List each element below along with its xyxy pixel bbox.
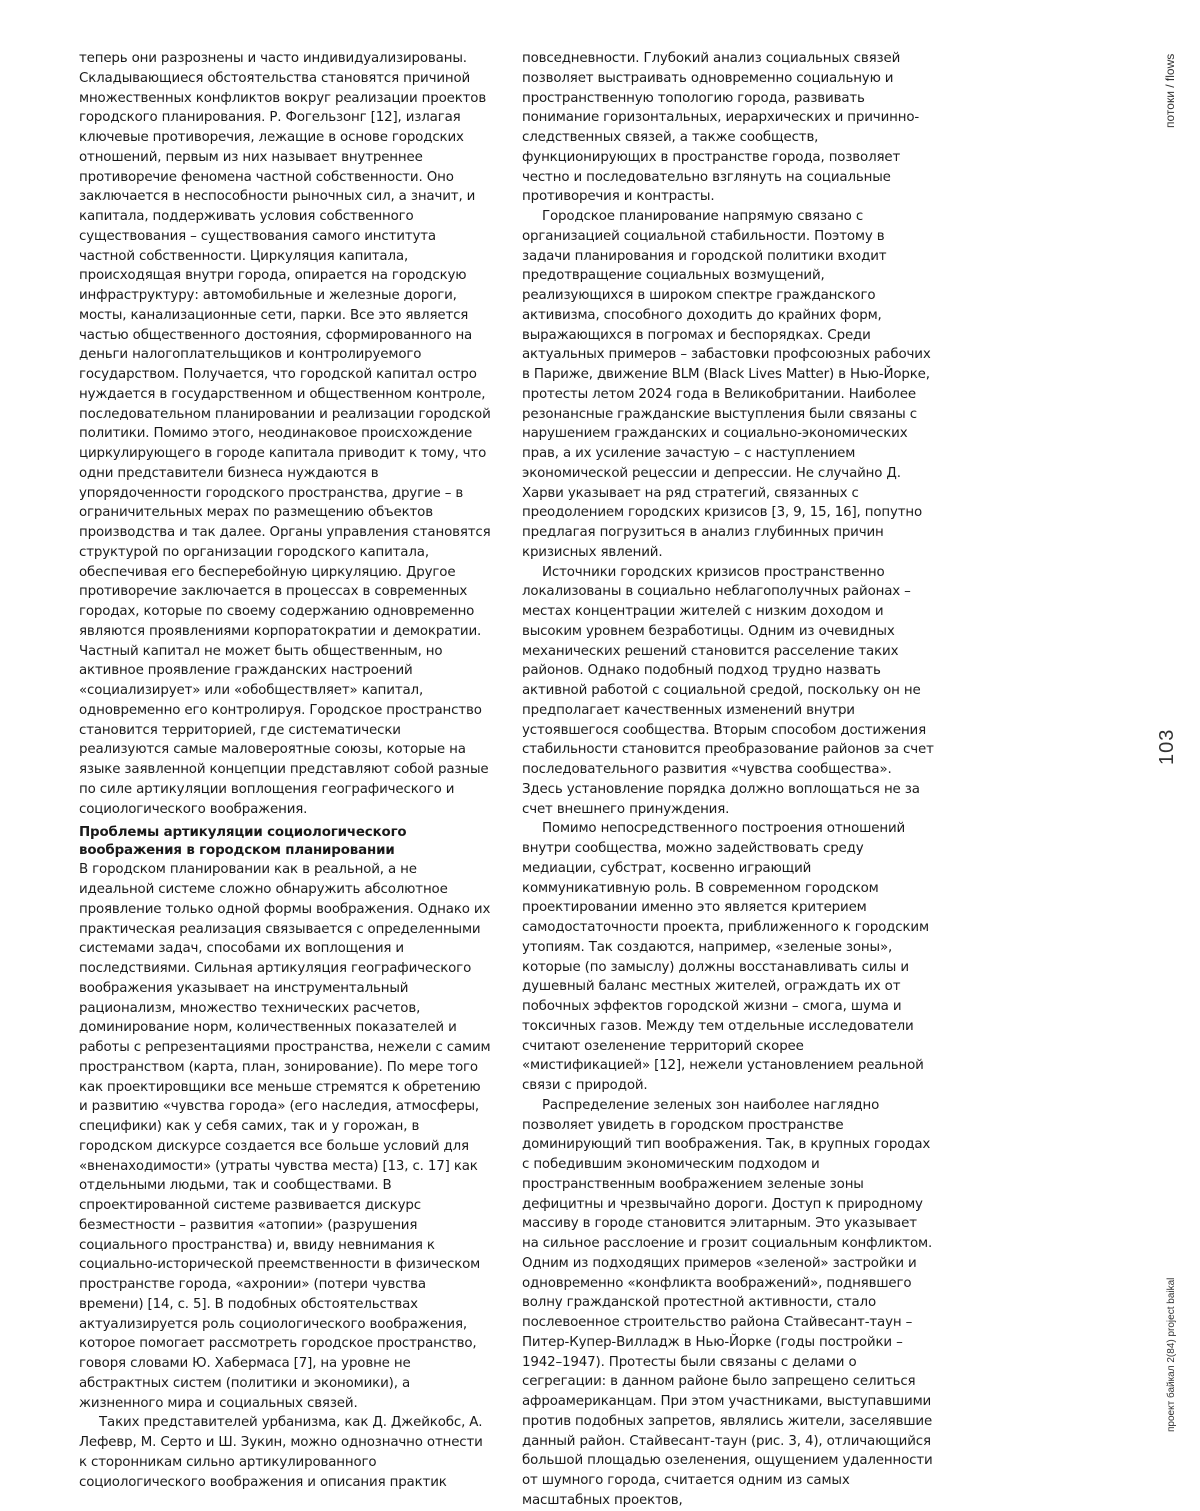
right-column [522,49,934,1511]
left-column [79,49,491,1492]
paragraph: повседневности. Глубокий анализ социальных связей позволяет выстраивать одновременно социальную и пространственную топологию города, развивать понимание горизонтальных, иерархических и причинно-следственных связей, а также сообществ, функционирующих в пространстве города, позволяет честно и последовательно взглянуть на социальные противоречия и контрасты. [522,51,920,205]
paragraph: В городском планировании как в реальной, а не идеальной системе сложно обнаружить абсолютное проявление только одной формы воображения. Однако их практическая реализация связывается с определенными системами задач, способами их воплощения и последствиями. Сильная артикуляция географического воображения указывает на инструментальный рационализм, множество технических расчетов, доминирование норм, количественных показателей и работы с репрезентациями пространства, нежели с самим пространством (карта, план, зонирование). По мере того как проектировщики все меньше стремятся к обретению и развитию «чувства города» (его наследия, атмосферы, специфики) как у себя самих, так и у горожан, в городском дискурсе создается все больше условий для «вненаходимости» (утраты чувства места) [13, с. 17] как отдельными людьми, так и сообществами. В спроектированной системе развивается дискурс безместности – развития «атопии» (разрушения социального пространства) и, ввиду невнимания к социально-исторической преемственности в физическом пространстве города, «ахронии» (потери чувства времени) [14, с. 5]. В подобных обстоятельствах актуализируется роль социологического воображения, которое помогает рассмотреть городское пространство, говоря словами Ю. Хабермаса [7], на уровне не абстрактных систем (политики и экономики), а жизненного мира и социальных связей. [79,862,491,1411]
paragraph: Помимо непосредственного построения отношений внутри сообщества, можно задействовать среду медиации, субстрат, косвенно играющий коммуникативную роль. В современном городском проектировании именно это является критерием самодостаточности проекта, приближенного к городским утопиям. Так создаются, например, «зеленые зоны», которые (по замыслу) должны восстанавливать силы и душевный баланс местных жителей, ограждать их от побочных эффектов городской жизни – смога, шума и токсичных газов. Между тем отдельные исследователи считают озеленение территорий скорее «мистификацией» [12], нежели установлением реальной связи с природой. [522,821,929,1093]
paragraph: Таких представителей урбанизма, как Д. Джейкобс, А. Лефевр, М. Серто и Ш. Зукин, можно однозначно отнести к сторонникам сильно артикулированного социологического воображения и описания практик [79,1415,483,1490]
paragraph: Источники городских кризисов пространственно локализованы в социально неблагополучных районах – местах концентрации жителей с низким доходом и высоким уровнем безработицы. Одним из очевидных механических решений становится расселение таких районов. Однако подобный подход трудно назвать активной работой с социальной средой, поскольку он не предполагает качественных изменений внутри устоявшегося сообщества. Вторым способом достижения стабильности становится преобразование районов за счет последовательного развития «чувства сообщества». Здесь установление порядка должно воплощаться не за счет внешнего принуждения. [522,564,934,817]
page-number: 103 [1156,728,1178,765]
paragraph: Городское планирование напрямую связано с организацией социальной стабильности. Поэтому в задачи планирования и городской политики входит предотвращение социальных возмущений, реализующихся в широком спектре гражданского активизма, способного доходить до крайних форм, выражающихся в погромах и беспорядках. Среди актуальных примеров – забастовки профсоюзных рабочих в Париже, движение BLM (Black Lives Matter) в Нью-Йорке, протесты летом 2024 года в Великобритании. Наиболее резонансные гражданские выступления были связаны с нарушением гражданских и социально-экономических прав, а их усиление зачастую – с наступлением экономической рецессии и депрессии. Не случайно Д. Харви указывает на ряд стратегий, связанных с преодолением городских кризисов [3, 9, 15, 16], попутно предлагая погрузиться в анализ глубинных причин кризисных явлений. [522,209,931,560]
paragraph: Распределение зеленых зон наиболее наглядно позволяет увидеть в городском пространстве доминирующий тип воображения. Так, в крупных городах с победившим экономическим подходом и пространственным воображением зеленые зоны дефицитны и чрезвычайно дороги. Доступ к природному массиву в городе становится элитарным. Это указывает на сильное расслоение и грозит социальным конфликтом. Одним из подходящих примеров «зеленой» застройки и одновременно «конфликта воображений», поднявшего волну гражданской протестной активности, стало послевоенное строительство района Стайвесант-таун – Питер-Купер-Вилладж в Нью-Йорке (годы постройки – 1942–1947). Протесты были связаны с делами о сегрегации: в данном районе было запрещено селиться афроамериканцам. При этом участниками, выступавшими против подобных запретов, являлись жители, заселявшие данный район. Стайвесант-таун (рис. 3, 4), отличающийся большой площадью озеленения, ощущением удаленности от шумного города, считается одним из самых масштабных проектов, [522,1097,933,1508]
paragraph: теперь они разрознены и часто индивидуализированы. Складывающиеся обстоятельства становятся причиной множественных конфликтов вокруг реализации проектов городского планирования. Р. Фогельзонг [12], излагая ключевые противоречия, лежащие в основе городских отношений, первым из них называет внутреннее противоречие феномена частной собственности. Оно заключается в неспособности рыночных сил, а значит, и капитала, поддерживать условия собственного существования – существования самого института частной собственности. Циркуляция капитала, происходящая внутри города, опирается на городскую инфраструктуру: автомобильные и железные дороги, мосты, канализационные сети, парки. Все это является частью общественного достояния, сформированного на деньги налогоплательщиков и контролируемого государством. Получается, что городской капитал остро нуждается в государственном и общественном контроле, последовательном планировании и реализации городской политики. Помимо этого, неодинаковое происхождение циркулирующего в городе капитала приводит к тому, что одни представители бизнеса нуждаются в упорядоченности городского пространства, другие – в ограничительных мерах по размещению объектов производства и так далее. Органы управления становятся структурой по организации городского капитала, обеспечивая его бесперебойную циркуляцию. Другое противоречие заключается в процессах в современных городах, которые по своему содержанию одновременно являются проявлениями корпоратократии и демократии. Частный капитал не может быть общественным, но активное проявление гражданских настроений «социализирует» или «обобществляет» капитал, одновременно его контролируя. Городское пространство становится территорией, где систематически реализуются самые маловероятные союзы, которые на языке заявленной концепции представляют собой разные по силе артикуляции воплощения географического и социологического воображения. [79,51,491,817]
journal-label: проект байкал 2(84) project baikal [1166,1277,1177,1432]
section-heading: Проблемы артикуляции социологического воображения в городском планировании [79,825,407,859]
section-label: потоки / flows [1163,53,1177,128]
